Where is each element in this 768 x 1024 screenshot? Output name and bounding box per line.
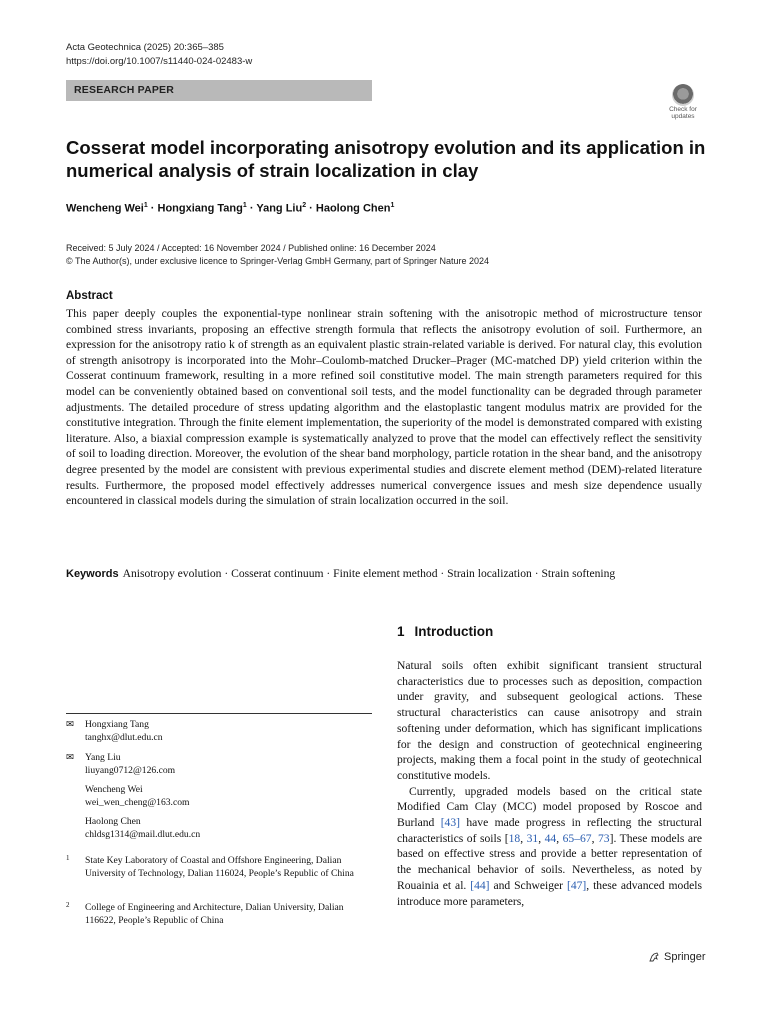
affiliation-number: 1 xyxy=(66,854,70,862)
citation-link[interactable]: [44] xyxy=(470,878,490,892)
contact-email[interactable]: liuyang0712@126.com xyxy=(85,765,176,776)
author-affiliation-mark: 1 xyxy=(242,202,247,209)
author-name: Wencheng Wei xyxy=(66,202,144,215)
corresponding-contact xyxy=(66,718,366,744)
author-affiliation-mark: 1 xyxy=(143,202,148,209)
author-name: Yang Liu xyxy=(256,202,303,215)
publisher-name: Springer xyxy=(664,951,706,963)
citation-link[interactable]: 31 xyxy=(526,831,539,845)
section-title: Introduction xyxy=(414,624,494,639)
citation-link[interactable]: 18 xyxy=(508,831,521,845)
author-name: Haolong Chen xyxy=(315,202,391,215)
check-updates-line2: updates xyxy=(671,113,695,120)
keywords-label: Keywords xyxy=(66,568,119,580)
contact-email[interactable]: wei_wen_cheng@163.com xyxy=(85,797,190,808)
section-number: 1 xyxy=(397,624,405,639)
affiliation xyxy=(66,901,366,927)
affiliation-number: 2 xyxy=(66,901,70,909)
contact-name: Wencheng Wei xyxy=(85,784,143,795)
intro-paragraph-1: Natural soils often exhibit significant transient structural characteristics due to processes such as deposition, compaction under gravity, and subsequent geological actions. These structural characteristics can cause anisotropy and strain softening under deformation, which has significant implications for the design and construction of geotechnical engineering projects, making them a focal point in the study of geotechnical constitutive models. xyxy=(397,659,702,782)
author-contact xyxy=(66,815,366,841)
contact-email[interactable]: tanghx@dlut.edu.cn xyxy=(85,732,163,743)
copyright-notice: © The Author(s), under exclusive licence to Springer-Verlag GmbH Germany, part of Springer Nature 2024 xyxy=(66,256,489,266)
check-updates-line1: Check for xyxy=(669,106,697,113)
affiliation xyxy=(66,854,366,880)
author-separator: · xyxy=(147,202,158,215)
doi-link[interactable]: https://doi.org/10.1007/s11440-024-02483-w xyxy=(66,56,253,67)
envelope-icon: ✉ xyxy=(66,719,75,730)
author-separator: · xyxy=(246,202,257,215)
article-type-label: RESEARCH PAPER xyxy=(74,84,175,96)
publication-dates xyxy=(66,242,489,268)
intro-paragraph-2: Currently, upgraded models based on the critical state Modified Cam Clay (MCC) model proposed by Roscoe and Burland [43] have made progress in reflecting the structural characteristics of soils [18, 31, 44, 65–67, 73]. These models are based on effective stress and provide a better representation of the mechanical behavior of soils. Nevertheless, as noted by Rouainia et al. [44] and Schweiger [47], these advanced models introduce more parameters, xyxy=(397,784,702,908)
author-name: Hongxiang Tang xyxy=(157,202,243,215)
citation-link[interactable]: [43] xyxy=(440,816,461,830)
citation-link[interactable]: [47] xyxy=(566,878,587,892)
journal-header xyxy=(66,41,252,69)
citation-link[interactable]: 73 xyxy=(598,831,610,845)
contact-name: Haolong Chen xyxy=(85,816,141,827)
citation-link[interactable]: 44 xyxy=(544,831,557,845)
paper-title: Cosserat model incorporating anisotropy evolution and its application in numerical analysis of strain localization in clay xyxy=(66,137,706,181)
abstract-heading: Abstract xyxy=(66,290,113,302)
author-affiliation-mark: 2 xyxy=(302,202,307,209)
check-for-updates-badge[interactable] xyxy=(664,84,702,122)
affiliation-text: College of Engineering and Architecture, Dalian University, Dalian 116622, People’s Republic of China xyxy=(85,902,344,926)
abstract-text: This paper deeply couples the exponential-type nonlinear strain softening with the anisotropic method of microstructure tensor combined stress invariants, proposing an effective strength formula that reflects the anisotropy evolution of soil. Furthermore, an expression for the anisotropy ratio k of strength as an equivalent plastic strain-related variable is derived. For natural clay, this evolution of strength anisotropy is incorporated into the Mohr–Coulomb-matched Drucker–Prager (MC-matched DP) yield criterion within the Cosserat continuum framework, resulting in a more refined soil constitutive model. The main strength parameters required for this model can be conveniently obtained based on conventional soil tests, and the model functionality can be degraded through parameter adjustments. The detailed procedure of stress updating algorithm and the elastoplastic tangent modulus matrix are provided for the constitutive integration. Through the finite element implementation, the superiority of the model is demonstrated compared with existing literature. Also, a biaxial compression example is systematically analyzed to prove that the model can effectively reflect the sensitivity of soil to loading direction. Moreover, the evolution of the shear band morphology, particle rotation in the shear band, and the anisotropy degree presented by the model are consistent with previous experimental studies and discrete element method (DEM)-related literature results. Furthermore, the proposed model effectively addresses numerical convergence issues and mesh size dependence usually encountered in classical models during the simulation of strain localization occurred in the soil. xyxy=(66,307,702,508)
history-dates: Received: 5 July 2024 / Accepted: 16 November 2024 / Published online: 16 December 2024 xyxy=(66,243,436,253)
affiliation-text: State Key Laboratory of Coastal and Offshore Engineering, Dalian University of Technology, Dalian 116024, People’s Republic of China xyxy=(85,855,354,879)
publisher-mark xyxy=(648,951,706,963)
check-updates-icon xyxy=(672,84,694,106)
contact-name: Hongxiang Tang xyxy=(85,719,149,730)
author-contact xyxy=(66,783,366,809)
citation-link[interactable]: 65–67 xyxy=(562,831,592,845)
author-affiliation-mark: 1 xyxy=(390,202,395,209)
contact-email[interactable]: chldsg1314@mail.dlut.edu.cn xyxy=(85,829,201,840)
corresponding-contact xyxy=(66,751,366,777)
keywords xyxy=(66,566,706,582)
introduction-body xyxy=(397,658,702,909)
contact-name: Yang Liu xyxy=(85,752,121,763)
author-list xyxy=(66,202,394,215)
journal-citation: Acta Geotechnica (2025) 20:365–385 xyxy=(66,42,224,53)
author-separator: · xyxy=(306,202,316,215)
envelope-icon: ✉ xyxy=(66,752,75,763)
footnote-rule xyxy=(66,713,372,714)
keywords-text: Anisotropy evolution · Cosserat continuum · Finite element method · Strain localization · Strain softening xyxy=(122,567,616,580)
springer-horse-icon xyxy=(648,951,660,963)
section-heading xyxy=(397,624,493,639)
